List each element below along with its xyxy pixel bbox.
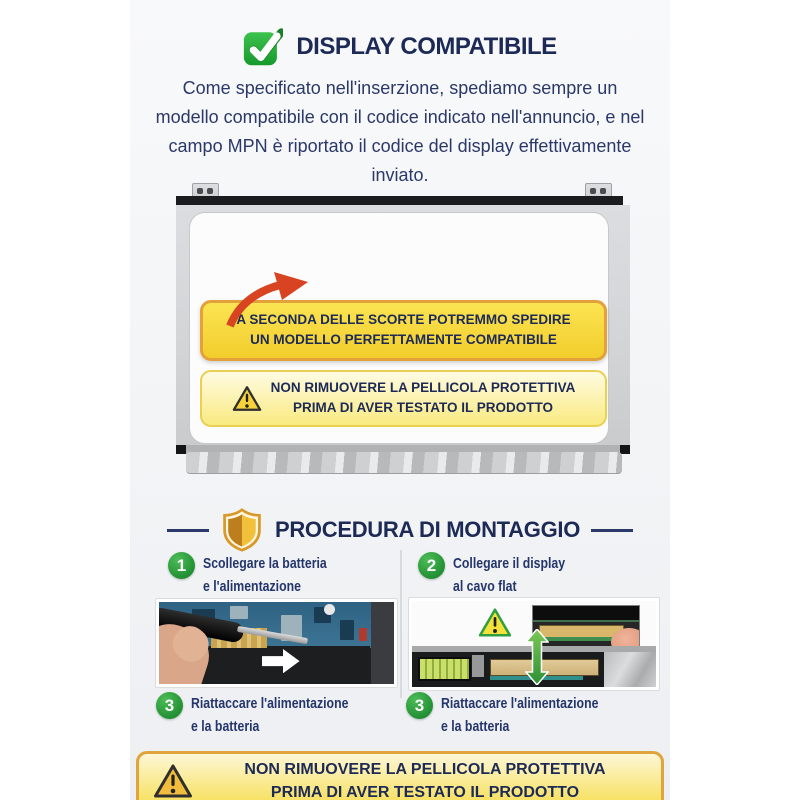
page-title: DISPLAY COMPATIBILE [296,33,557,60]
step-3-left-line1: Riattaccare l'alimentazione [191,695,349,712]
step-3-left-line2: e la batteria [191,718,260,735]
pcb-chip [230,606,249,619]
warning-triangle-icon [232,385,262,412]
footer-warning-line2: PRIMA DI AVER TESTATO IL PRODOTTO [270,784,580,800]
photo-disconnect-battery [155,598,398,688]
step-3-left-badge: 3 [156,692,183,719]
flat-cable [539,625,624,637]
step-3-right-line1: Riattaccare l'alimentazione [441,695,599,712]
step-2-line1: Collegare il display [453,555,566,572]
footer-warning-text [203,758,647,800]
step-2 [418,552,590,598]
red-curved-arrow-icon [218,270,310,328]
step-3-left-text [191,692,348,738]
white-arrow-icon [262,649,300,673]
panel-top-bar [176,196,623,205]
photo-disconnect-battery-image [159,602,394,684]
footer-warning-banner [136,751,664,800]
heading-rule-right [591,529,633,532]
step-1-line2: e l'alimentazione [203,578,301,595]
stock-note-line2: UN MODELLO PERFETTAMENTE COMPATIBILE [250,332,557,347]
footer-warning-line1: NON RIMUOVERE LA PELLICOLA PROTETTIVA [244,761,606,778]
lcd-panel-illustration [176,190,630,468]
step-3-right-text [441,692,598,738]
pcb-strip [539,637,613,641]
panel-foil-tape [186,452,622,474]
shield-icon [220,508,264,552]
column-divider [400,550,402,698]
lvds-connector [418,657,471,680]
procedure-title: PROCEDURA DI MONTAGGIO [274,517,581,542]
photo-connect-flat-cable-image [412,601,656,687]
procedure-heading [130,508,670,552]
step-3-right [406,692,633,738]
chassis-edge [371,602,395,684]
stock-note-line1: A SECONDA DELLE SCORTE POTREMMO SPEDIRE [236,312,571,327]
warning-triangle-icon [478,607,512,638]
header [130,24,670,70]
film-warning-line2: PRIMA DI AVER TESTATO IL PRODOTTO [292,400,553,415]
step-3-right-line2: e la batteria [441,718,510,735]
connector-tab [472,655,484,677]
pcb-chip [340,620,354,640]
pcb-chip [359,628,367,641]
step-1-line1: Scollegare la batteria [203,555,327,572]
step-1-badge: 1 [168,552,195,579]
pcb-sticker [324,604,335,615]
foil-edge [604,652,656,687]
photo-connect-flat-cable [408,597,660,691]
step-2-badge: 2 [418,552,445,579]
connector-bar [533,606,639,621]
warning-triangle-icon [153,763,193,799]
check-badge-icon [243,27,283,67]
intro-text: Come specificato nell'inserzione, spediamo sempre un modello compatibile con il codice indicato nell'annuncio, e nel campo MPN è riportato il codice del display effettivamente inviato. [155,78,645,185]
step-2-text [453,552,565,598]
step-2-line2: al cavo flat [453,578,517,595]
heading-rule-left [167,529,209,532]
step-1-text [203,552,327,598]
step-3-right-badge: 3 [406,692,433,719]
step-1 [168,552,354,598]
film-warning-line1: NON RIMUOVERE LA PELLICOLA PROTETTIVA [270,380,576,395]
step-3-left [156,692,383,738]
film-warning-text [271,378,576,418]
green-double-arrow-icon [525,629,549,685]
film-warning-box [200,370,607,427]
